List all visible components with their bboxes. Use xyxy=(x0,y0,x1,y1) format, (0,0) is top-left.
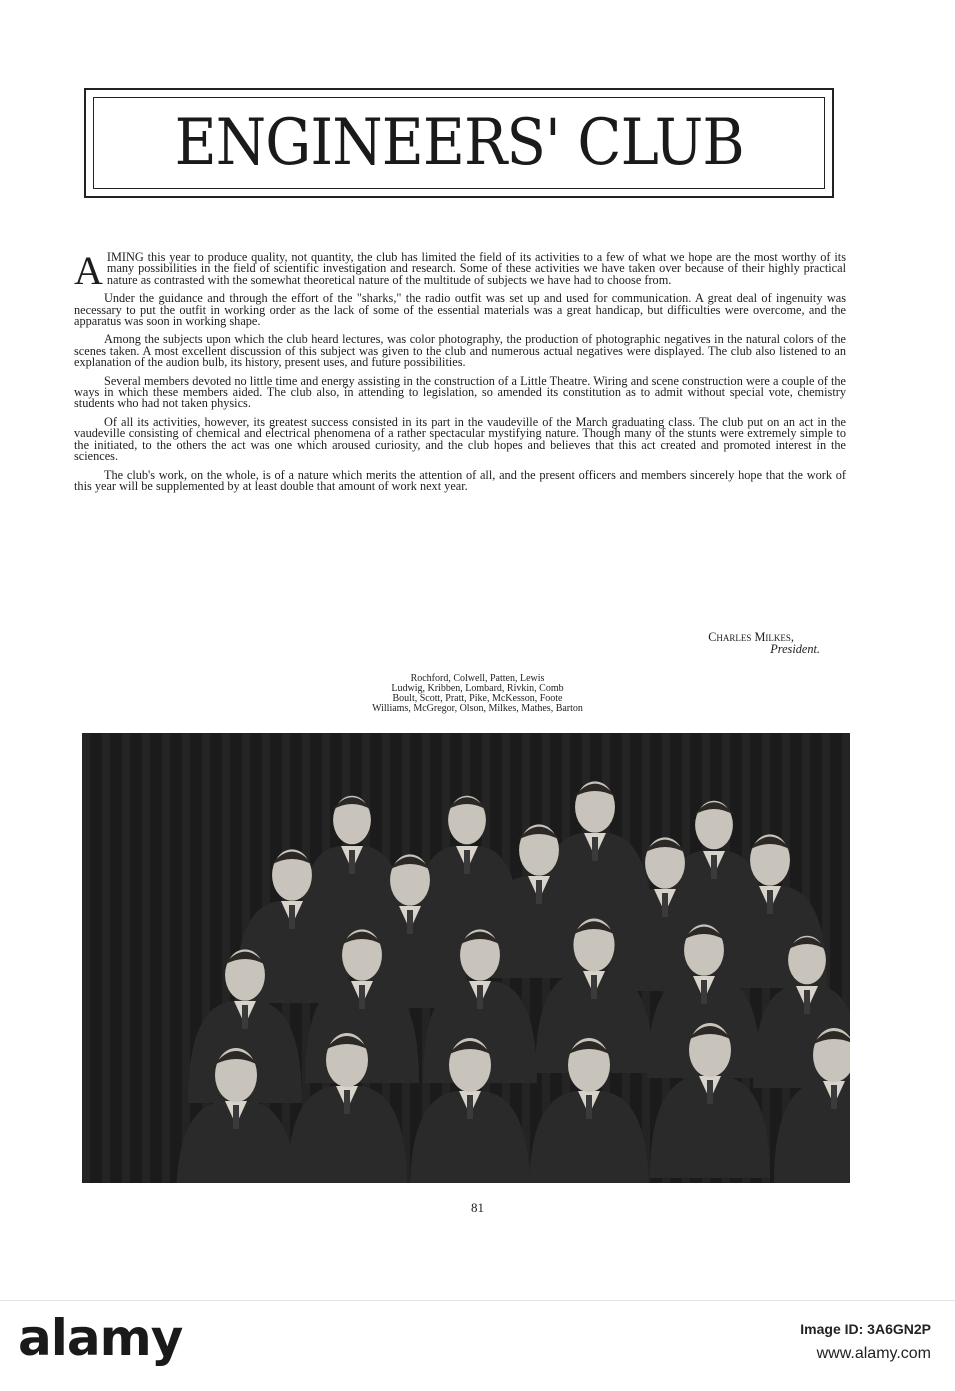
person-tie xyxy=(586,1095,592,1119)
person-tie xyxy=(464,850,470,874)
curtain-fold xyxy=(82,733,90,1183)
person-tie xyxy=(407,910,413,934)
person-tie xyxy=(289,905,295,929)
person-tie xyxy=(233,1105,239,1129)
person-tie xyxy=(591,975,597,999)
footer-meta xyxy=(800,1321,931,1363)
paragraph-3: Among the subjects upon which the club heard lectures, was color photography, the production of photographic negatives in the natural colors of the scenes taken. A most excellent discussion of this subject was given to the club and numerous actual negatives were displayed. The club also listened to an explanation of the audion bulb, its history, present uses, and future possibilities. xyxy=(74,332,846,370)
footer-url: www.alamy.com xyxy=(816,1345,931,1362)
person-tie xyxy=(477,985,483,1009)
drop-cap: A xyxy=(74,248,103,293)
group-photo-drawing xyxy=(82,733,850,1183)
signature-block xyxy=(74,631,846,655)
person-tie xyxy=(767,890,773,914)
person-tie xyxy=(831,1085,837,1109)
paragraph-6: The club's work, on the whole, is of a nature which merits the attention of all, and the present officers and members sincerely hope that the work of this year will be supplemented by at least double that amount of work next year. xyxy=(74,467,846,493)
signature-title: President. xyxy=(770,642,820,656)
curtain-fold xyxy=(102,733,110,1183)
curtain-fold xyxy=(142,733,150,1183)
person-tie xyxy=(592,837,598,861)
person-tie xyxy=(359,985,365,1009)
person-tie xyxy=(701,980,707,1004)
signature-name: Charles Milkes, xyxy=(708,630,794,644)
paragraph-5: Of all its activities, however, its greatest success consisted in its part in the vaudeville of the March graduating class. The club put on an act in the vaudeville consisting of chemical and electrical phenomena of a rather spectacular mystifying nature. Though many of the stunts were extremely simple to the initiated, to the others the act was one which aroused curiosity, and the club hopes and believes that this act created and promoted interest in the sciences. xyxy=(74,414,846,464)
signature-name-line xyxy=(74,631,846,643)
person-tie xyxy=(662,893,668,917)
paragraph-1-text: IMING this year to produce quality, not quantity, the club has limited the field of its activities to a few of what we hope are the most worthy of its many possibilities in the field of scientific investigation and research. Some of these activities we have taken over because of their highly practical nature as contrasted with the somewhat theoretical nature of the multitude of subjects we have had to choose from. xyxy=(106,250,846,287)
person-tie xyxy=(349,850,355,874)
paragraph-1 xyxy=(74,248,846,293)
caption-row-2: Ludwig, Kribben, Lombard, Rivkin, Comb xyxy=(391,683,564,694)
curtain-fold xyxy=(122,733,130,1183)
paragraph-2: Under the guidance and through the effort of the "sharks," the radio outfit was set up and used for communication. A great deal of ingenuity was necessary to put the outfit in working order as the lack of some of the essential materials was a great handicap, but difficulties were overcome, and the apparatus was soon in working shape. xyxy=(74,291,846,329)
group-photo xyxy=(82,733,850,1183)
person-tie xyxy=(536,880,542,904)
article-body xyxy=(74,248,846,499)
curtain-fold xyxy=(162,733,170,1183)
person-tie xyxy=(804,990,810,1014)
caption-row-4: Williams, McGregor, Olson, Milkes, Mathes, Barton xyxy=(372,703,583,714)
person-tie xyxy=(242,1005,248,1029)
person-tie xyxy=(344,1090,350,1114)
person-tie xyxy=(467,1095,473,1119)
title-inner-frame xyxy=(93,97,825,189)
watermark-footer xyxy=(0,1300,955,1391)
title-frame xyxy=(84,88,834,198)
photo-caption xyxy=(200,674,755,714)
caption-row-1: Rochford, Colwell, Patten, Lewis xyxy=(410,673,545,684)
curtain-fold xyxy=(182,733,190,1183)
caption-row-3: Boult, Scott, Pratt, Pike, McKesson, Foote xyxy=(392,693,563,704)
page-number: 81 xyxy=(471,1200,484,1215)
paragraph-4: Several members devoted no little time and energy assisting in the construction of a Little Theatre. Wiring and scene construction were a couple of the ways in which these members aided. The club also, in attending to legislation, so amended its constitution as to admit without special vote, chemistry students who had not taken physics. xyxy=(74,373,846,411)
image-id: Image ID: 3A6GN2P xyxy=(800,1321,931,1337)
page-title: ENGINEERS' CLUB xyxy=(174,106,744,180)
person-tie xyxy=(707,1080,713,1104)
alamy-logo: alamy xyxy=(18,1309,183,1367)
person-tie xyxy=(711,855,717,879)
